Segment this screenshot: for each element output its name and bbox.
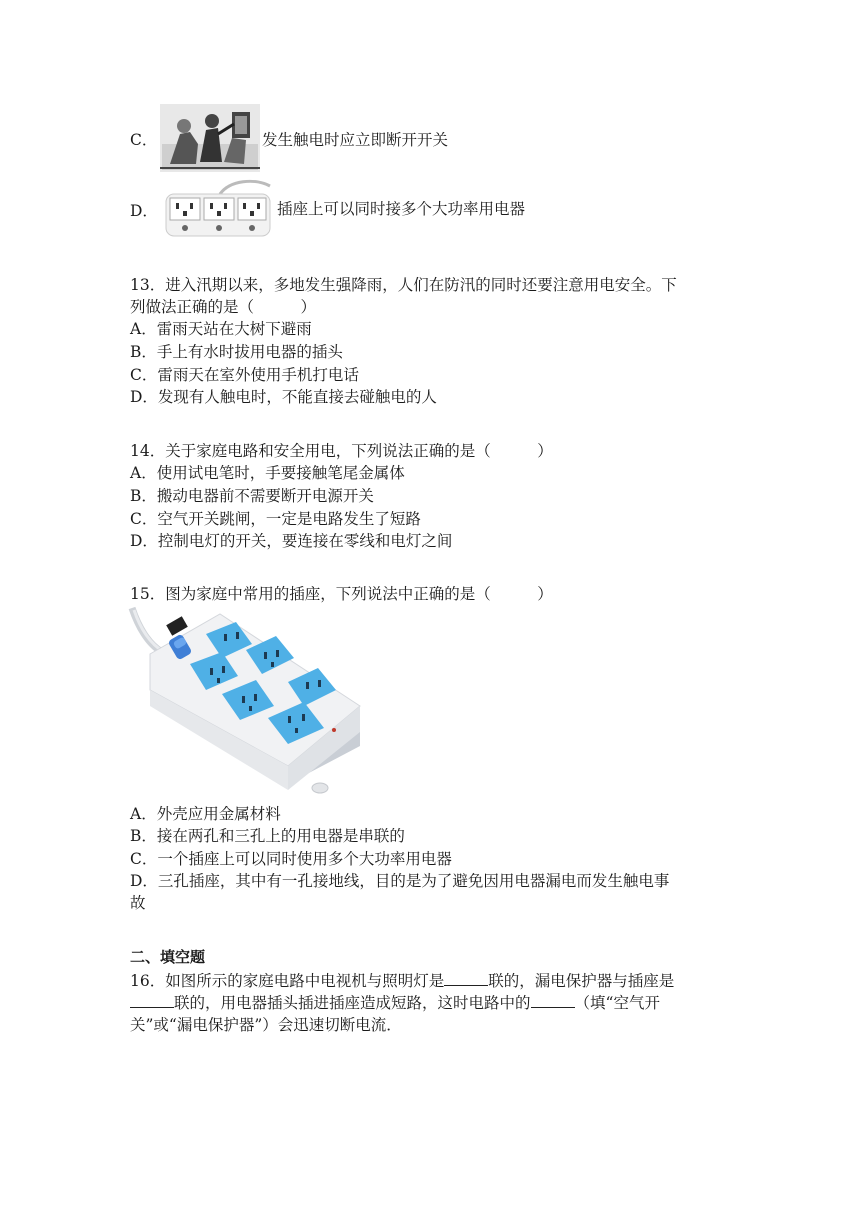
q15-option-d-continuation: 故 xyxy=(130,894,146,912)
q14-option-b: B．搬动电器前不需要断开电源开关 xyxy=(130,487,374,505)
q16-line1 xyxy=(130,969,674,992)
q13-stem-line1: 13．进入汛期以来，多地发生强降雨，人们在防汛的同时还要注意用电安全。下 xyxy=(130,276,677,294)
q12-option-c-text: 发生触电时应立即断开开关 xyxy=(262,131,449,149)
q13-option-d: D．发现有人触电时，不能直接去碰触电的人 xyxy=(130,388,437,406)
electric-shock-rescue-illustration-icon xyxy=(160,104,260,172)
q16-text-part1: 16．如图所示的家庭电路中电视机与照明灯是 xyxy=(130,972,445,990)
option-letter: C． xyxy=(130,131,158,149)
q12-option-d-text: 插座上可以同时接多个大功率用电器 xyxy=(277,200,526,218)
q16-text-part4: （填“空气开 xyxy=(574,994,660,1012)
q16-line2 xyxy=(130,991,660,1014)
q13-option-a: A．雷雨天站在大树下避雨 xyxy=(130,320,312,338)
q13-option-b: B．手上有水时拔用电器的插头 xyxy=(130,343,343,361)
q15-option-b: B．接在两孔和三孔上的用电器是串联的 xyxy=(130,827,405,845)
small-power-strip-icon xyxy=(160,178,274,242)
fill-in-blank-2[interactable] xyxy=(130,991,174,1008)
q13-stem-line2: 列做法正确的是（ ） xyxy=(130,298,317,316)
q15-stem: 15．图为家庭中常用的插座，下列说法中正确的是（ ） xyxy=(130,585,553,603)
q16-line3: 关”或“漏电保护器”）会迅速切断电流． xyxy=(130,1016,402,1034)
section-title: 二、填空题 xyxy=(130,948,206,966)
fill-in-blank-1[interactable] xyxy=(444,969,488,986)
option-letter: D． xyxy=(130,202,158,220)
q16-text-part2: 联的，漏电保护器与插座是 xyxy=(488,972,675,990)
q15-option-a: A．外壳应用金属材料 xyxy=(130,805,281,823)
q12-option-d xyxy=(130,199,158,221)
q13-option-c: C．雷雨天在室外使用手机打电话 xyxy=(130,366,359,384)
q14-option-c: C．空气开关跳闸，一定是电路发生了短路 xyxy=(130,510,421,528)
q15-option-c: C．一个插座上可以同时使用多个大功率用电器 xyxy=(130,850,452,868)
q15-option-d: D．三孔插座，其中有一孔接地线，目的是为了避免因用电器漏电而发生触电事 xyxy=(130,872,670,890)
q16-text-part3: 联的，用电器插头插进插座造成短路，这时电路中的 xyxy=(174,994,531,1012)
q14-option-d: D．控制电灯的开关，要连接在零线和电灯之间 xyxy=(130,532,453,550)
q12-option-c xyxy=(130,128,157,150)
q14-stem: 14．关于家庭电路和安全用电，下列说法正确的是（ ） xyxy=(130,442,553,460)
fill-in-blank-3[interactable] xyxy=(531,991,575,1008)
power-strip-photo-icon xyxy=(128,606,364,802)
q14-option-a: A．使用试电笔时，手要接触笔尾金属体 xyxy=(130,464,405,482)
